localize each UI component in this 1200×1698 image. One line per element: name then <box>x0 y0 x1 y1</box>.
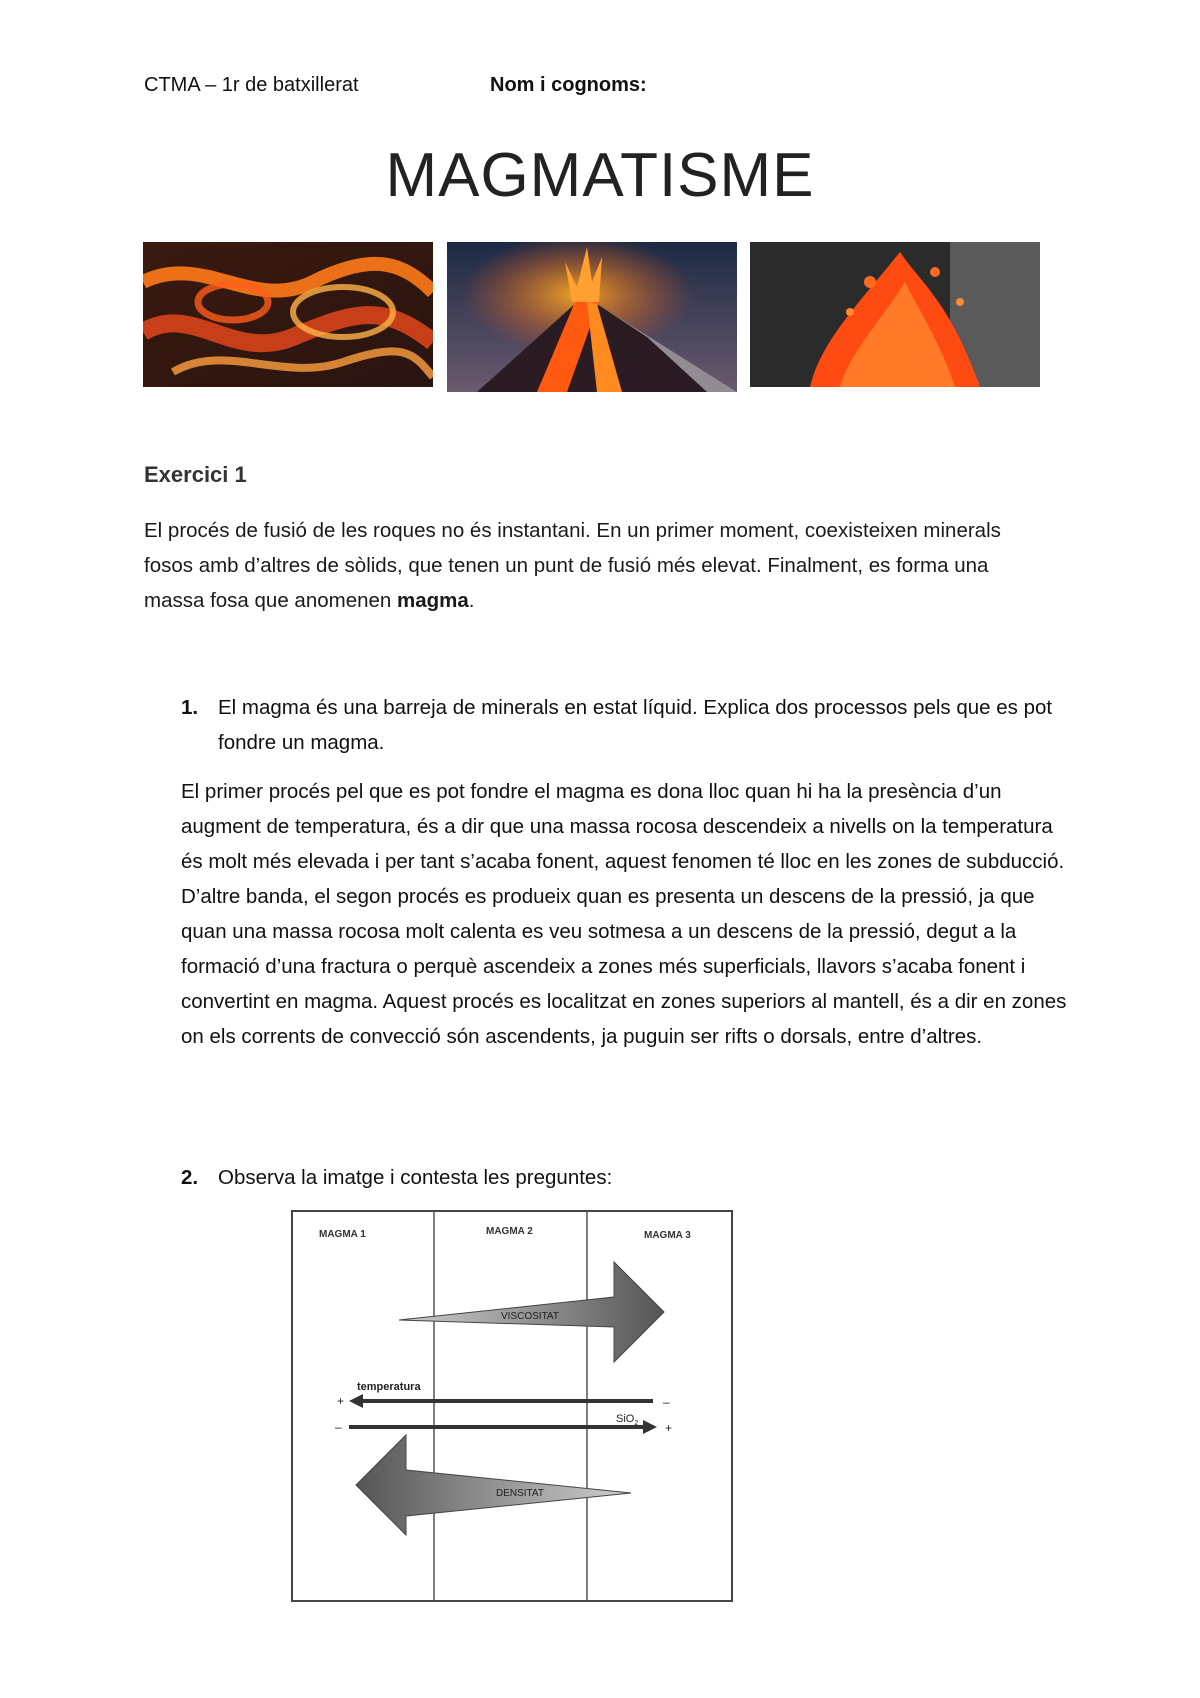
temperature-plus: + <box>337 1394 345 1408</box>
answer-1: El primer procés pel que es pot fondre el magma es dona lloc quan hi ha la presència d’un augment de temperatura, és a dir que una massa rocosa descendeix a nivells on la temperatura és molt més elevada i per tant s’acaba fonent, aquest fenomen té lloc en les zones de subducció. D’altre banda, el segon procés es produeix quan es presenta un descens de la pressió, ja que quan una massa rocosa molt calenta es veu sotmesa a un descens de la pressió, degut a la formació d’una fractura o perquè ascendeix a zones més superficials, llavors s’acaba fonent i convertint en magma. Aquest procés es localitzat en zones superiors al mantell, és a dir en zones on els corrents de convecció són ascendents, ja puguin ser rifts o dorsals, entre d’altres. <box>181 780 1067 1048</box>
question-number: 2. <box>181 1166 199 1189</box>
column-label-magma-1: MAGMA 1 <box>319 1229 366 1240</box>
temperature-minus: – <box>663 1395 670 1409</box>
temperature-label: temperatura <box>357 1381 421 1393</box>
column-label-magma-3: MAGMA 3 <box>644 1230 691 1241</box>
exercise-title: Exercici 1 <box>144 462 247 487</box>
question-1 <box>181 690 1061 760</box>
silica-minus: – <box>335 1420 342 1434</box>
lava-swirl-photo <box>143 242 433 387</box>
question-2 <box>181 1160 1061 1195</box>
lava-fountain-photo <box>750 242 1040 387</box>
viscosity-label: VISCOSITAT <box>501 1311 559 1322</box>
question-number: 1. <box>181 696 199 719</box>
magma-term: magma <box>397 589 469 612</box>
silica-label: SiO$_2$ <box>616 1413 639 1427</box>
erupting-volcano-photo <box>447 242 737 392</box>
magma-properties-diagram <box>291 1210 733 1602</box>
question-text: Observa la imatge i contesta les preguntes: <box>218 1166 613 1189</box>
question-text: El magma és una barreja de minerals en estat líquid. Explica dos processos pels que es pot fondre un magma. <box>218 696 1053 754</box>
exercise-intro: El procés de fusió de les roques no és instantani. En un primer moment, coexisteixen minerals fosos amb d’altres de sòlids, que tenen un punt de fusió més elevat. Finalment, es forma una massa fosa que anomenen magma. <box>144 519 1001 612</box>
name-label: Nom i cognoms: <box>490 74 647 96</box>
silica-plus: + <box>665 1421 673 1435</box>
column-label-magma-2: MAGMA 2 <box>486 1226 533 1237</box>
course-label: CTMA – 1r de batxillerat <box>144 74 359 96</box>
density-label: DENSITAT <box>496 1488 544 1499</box>
page-title: MAGMATISME <box>385 141 815 210</box>
